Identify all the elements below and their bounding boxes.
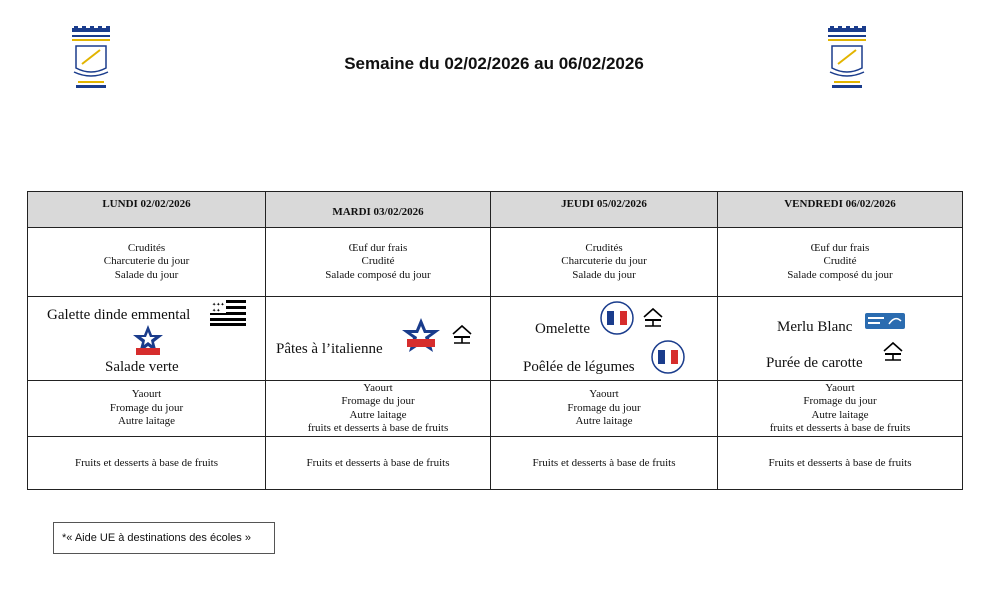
- viande-francaise-label-icon: [399, 317, 443, 355]
- main-dish: Merlu Blanc: [777, 319, 853, 335]
- viande-francaise-label-icon: [130, 324, 166, 356]
- dessert-monday: Fruits et desserts à base de fruits: [28, 437, 266, 490]
- main-friday: [718, 297, 963, 381]
- starters-friday: Œuf dur frais Crudité Salade composé du jour: [718, 228, 963, 297]
- msc-label-icon: [865, 313, 905, 329]
- svg-text:✦✦: ✦✦: [212, 309, 221, 314]
- side-dish: Purée de carotte: [766, 355, 863, 371]
- svg-text:✦✦✦: ✦✦✦: [212, 303, 225, 308]
- dairy-tuesday: Yaourt Fromage du jour Autre laitage fruits et desserts à base de fruits: [266, 381, 491, 437]
- main-tuesday: [266, 297, 491, 381]
- breton-flag-icon: [210, 300, 246, 326]
- starters-monday: Crudités Charcuterie du jour Salade du jour: [28, 228, 266, 297]
- main-dish: Pâtes à l’italienne: [276, 341, 383, 357]
- day-heading-friday: VENDREDI 06/02/2026: [718, 192, 963, 228]
- oeufs-france-label-icon: [650, 339, 686, 375]
- side-dish: Poêlée de légumes: [523, 359, 635, 375]
- main-dish: Omelette: [535, 321, 590, 337]
- dessert-friday: Fruits et desserts à base de fruits: [718, 437, 963, 490]
- page-title: Semaine du 02/02/2026 au 06/02/2026: [344, 54, 644, 73]
- dessert-thursday: Fruits et desserts à base de fruits: [491, 437, 718, 490]
- side-dish: Salade verte: [105, 359, 179, 375]
- starters-thursday: Crudités Charcuterie du jour Salade du jour: [491, 228, 718, 297]
- dairy-monday: Yaourt Fromage du jour Autre laitage: [28, 381, 266, 437]
- main-thursday: [491, 297, 718, 381]
- day-heading-monday: LUNDI 02/02/2026: [28, 192, 266, 228]
- dessert-tuesday: Fruits et desserts à base de fruits: [266, 437, 491, 490]
- day-heading-tuesday: MARDI 03/02/2026: [266, 192, 491, 228]
- starters-tuesday: Œuf dur frais Crudité Salade composé du jour: [266, 228, 491, 297]
- eu-aid-note: *« Aide UE à destinations des écoles »: [53, 522, 275, 554]
- fait-maison-icon: [451, 324, 473, 346]
- main-dish: Galette dinde emmental: [47, 307, 191, 323]
- fait-maison-icon: [882, 341, 904, 363]
- menu-table: [27, 191, 963, 490]
- dairy-friday: Yaourt Fromage du jour Autre laitage fruits et desserts à base de fruits: [718, 381, 963, 437]
- oeufs-france-label-icon: [599, 300, 635, 336]
- dairy-thursday: Yaourt Fromage du jour Autre laitage: [491, 381, 718, 437]
- fait-maison-icon: [642, 307, 664, 329]
- day-heading-thursday: JEUDI 05/02/2026: [491, 192, 718, 228]
- main-monday: [28, 297, 266, 381]
